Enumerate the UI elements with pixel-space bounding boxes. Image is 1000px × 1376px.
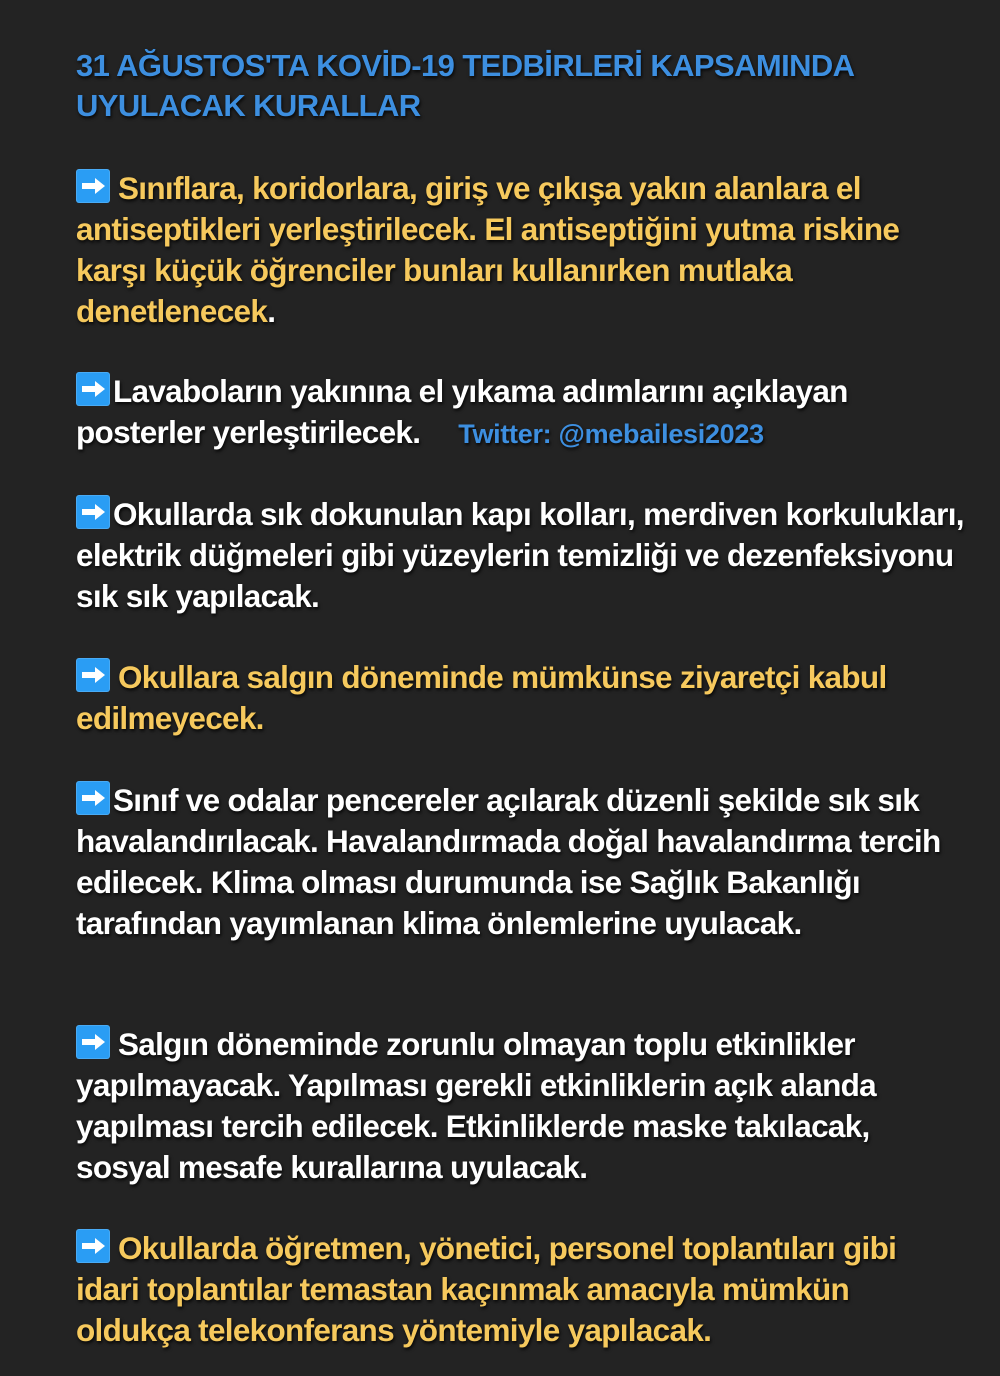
page-title [76,46,956,126]
rule-group-activities [76,1024,966,1188]
right-arrow-icon [76,1229,110,1263]
rule-text: Okullarda öğretmen, yönetici, personel toplantıları gibi idari toplantılar temastan kaçınmak amacıyla mümkün oldukça telekonferans yöntemiyle yapılacak. [76,1230,897,1348]
rule-text: Salgın döneminde zorunlu olmayan toplu etkinlikler yapılmayacak. Yapılması gerekli etkinliklerin açık alanda yapılması tercih edilecek. Etkinliklerde maske takılacak, sosyal mesafe kurallarına uyulacak. [76,1026,877,1185]
rule-no-visitors [76,657,966,739]
right-arrow-icon [76,1025,110,1059]
rule-text: Sınıflara, koridorlara, giriş ve çıkışa yakın alanlara el antiseptikleri yerleştirilecek. El antiseptiğini yutma riskine karşı küçük öğrenciler bunları kullanırken mutlaka denetlenecek [76,170,900,329]
right-arrow-icon [76,372,110,406]
right-arrow-icon [76,495,110,529]
rule-handwashing-posters [76,371,966,455]
rule-text: Sınıf ve odalar pencereler açılarak düzenli şekilde sık sık havalandırılacak. Havalandırmada doğal havalandırma tercih edilecek. Klima olması durumunda ise Sağlık Bakanlığı tarafından yayımlanan klima önlemlerine uyulacak. [76,782,941,941]
rule-text: Lavaboların yakınına el yıkama adımlarını açıklayan posterler yerleştirilecek. [76,373,848,450]
title-line-2: UYULACAK KURALLAR [76,88,421,123]
rule-ventilation [76,780,966,944]
title-line-1: 31 AĞUSTOS'TA KOVİD-19 TEDBİRLERİ KAPSAMINDA [76,48,855,83]
rule-hand-sanitizer [76,168,966,332]
rule-text: Okullara salgın döneminde mümkünse ziyaretçi kabul edilmeyecek. [76,659,887,736]
rule-teleconference-meetings [76,1228,966,1351]
rule-text: Okullarda sık dokunulan kapı kolları, merdiven korkulukları, elektrik düğmeleri gibi yüzeylerin temizliği ve dezenfeksiyonu sık sık yapılacak. [76,496,964,614]
twitter-watermark: Twitter: @mebailesi2023 [458,419,764,449]
right-arrow-icon [76,781,110,815]
right-arrow-icon [76,169,110,203]
rule-trailing-period: . [267,293,276,329]
right-arrow-icon [76,658,110,692]
rule-surface-disinfection [76,494,966,617]
